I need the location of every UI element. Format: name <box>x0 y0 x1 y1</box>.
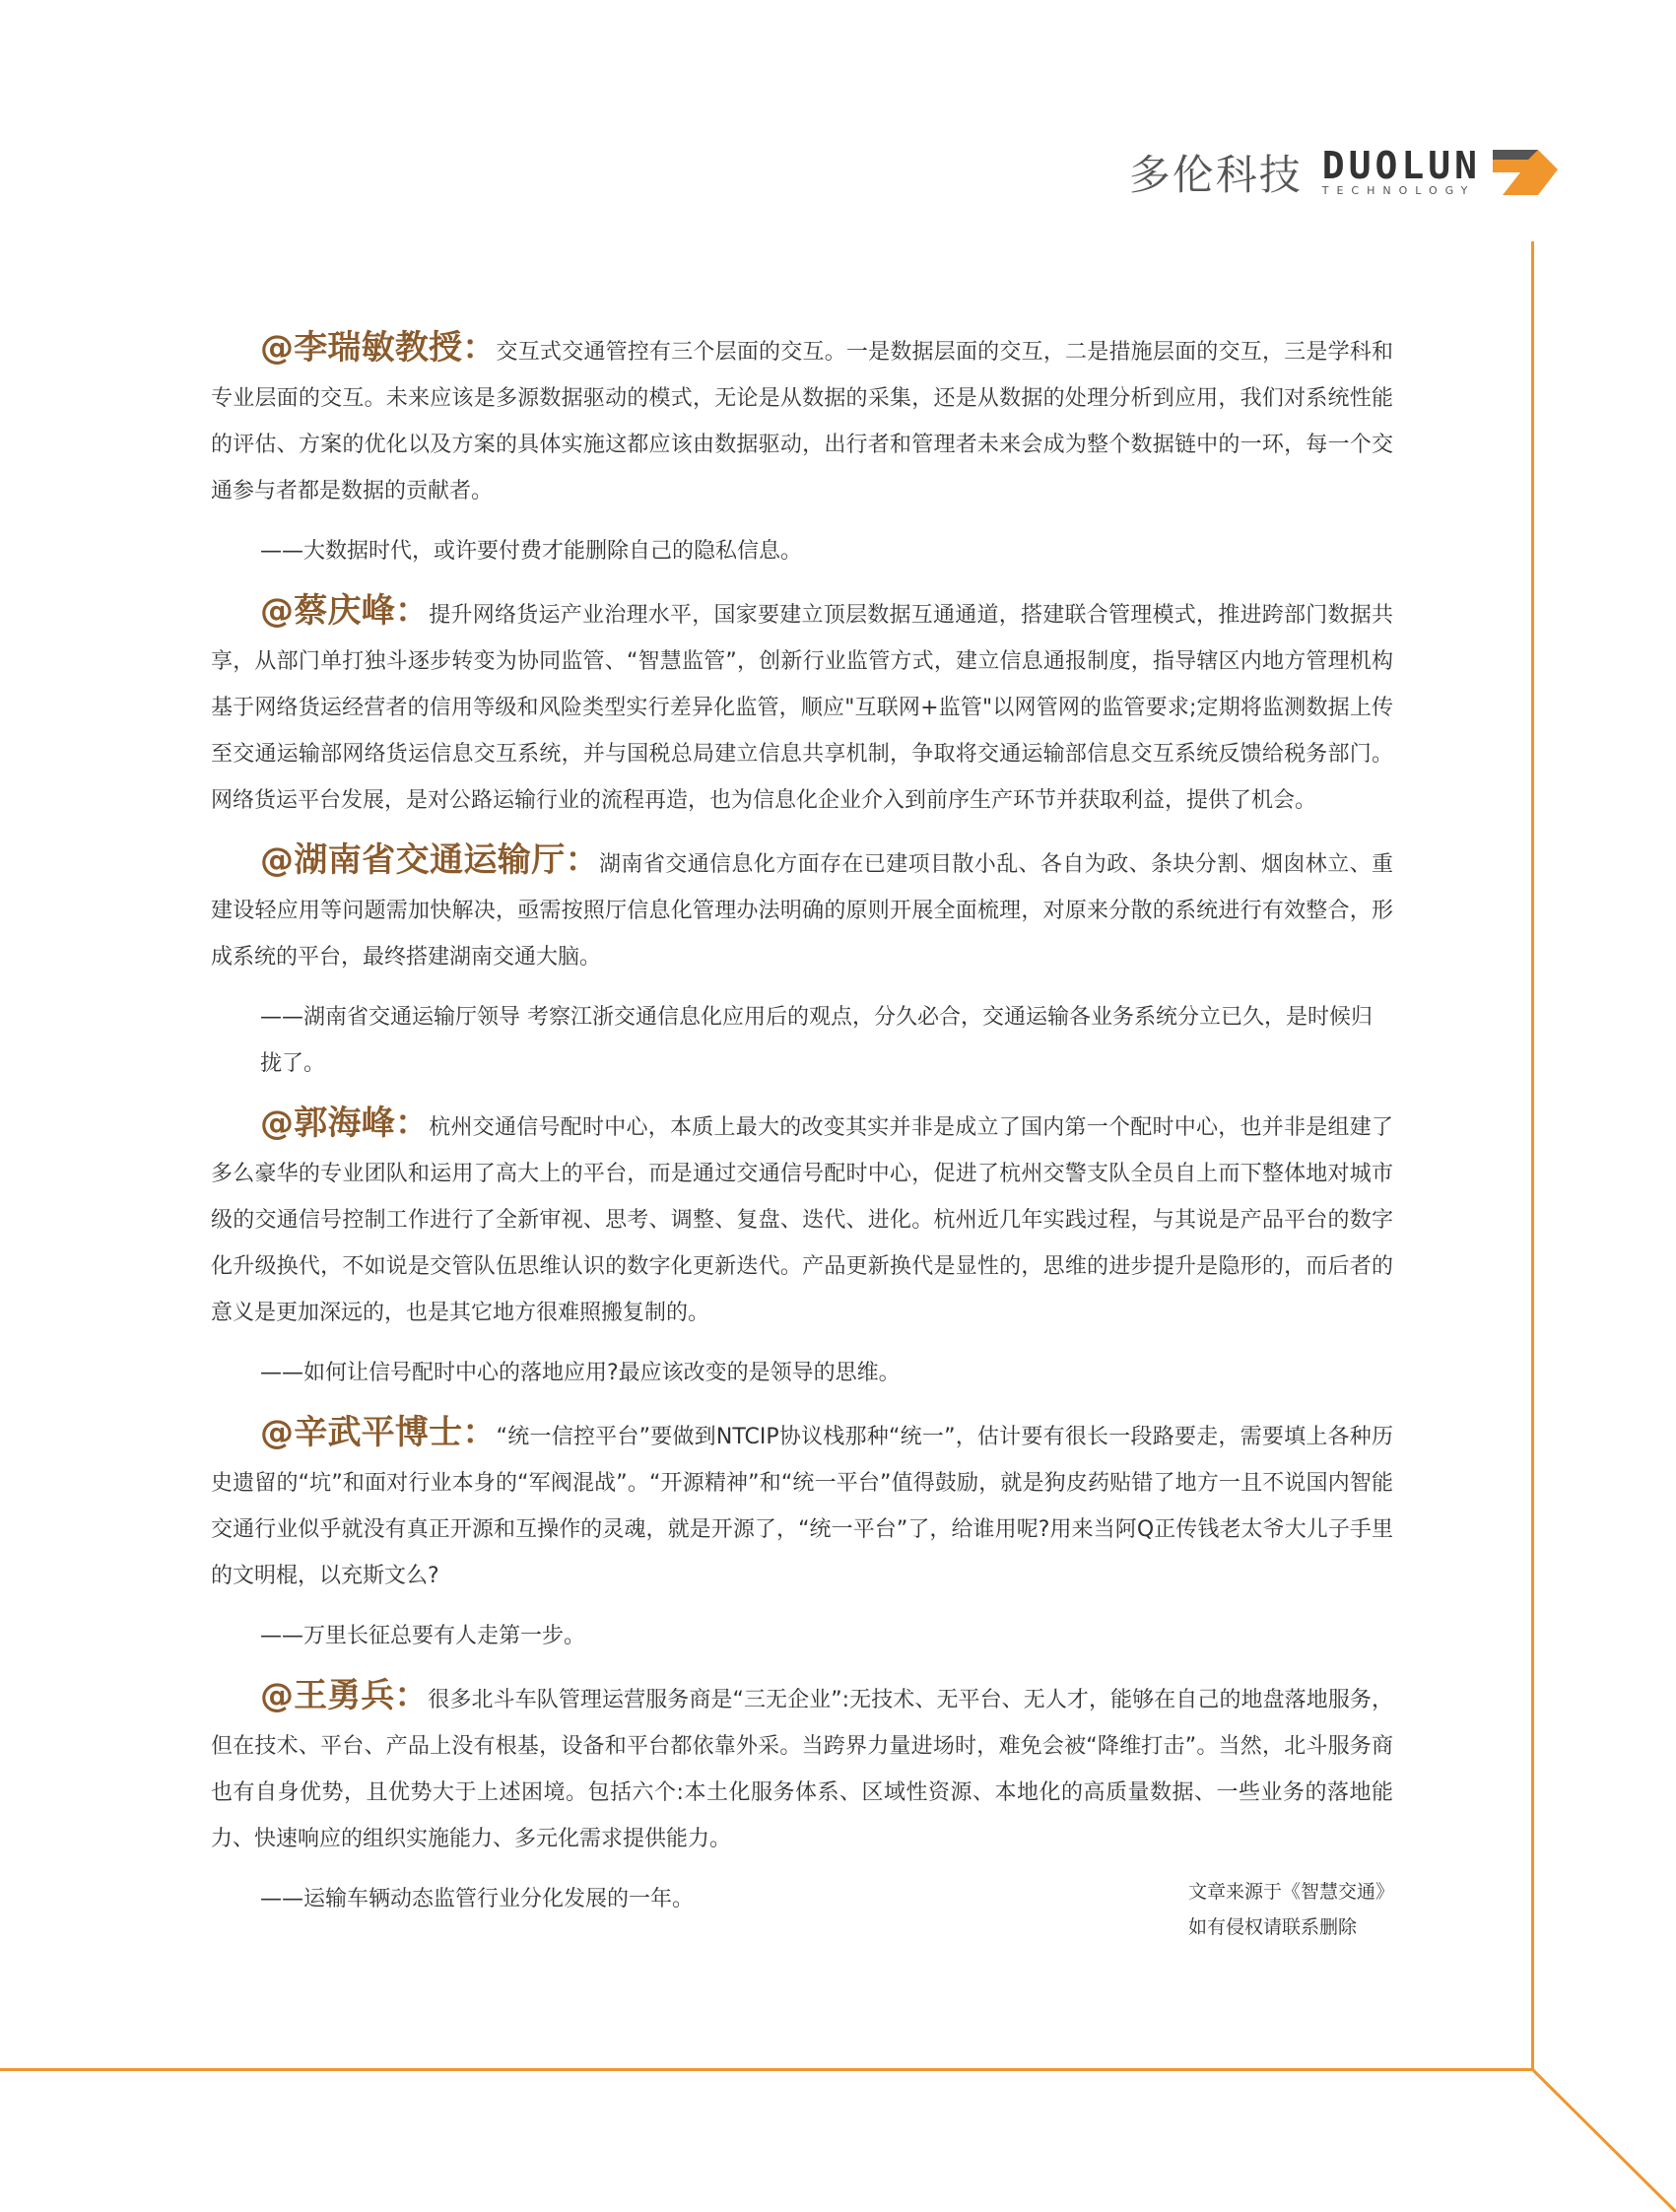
speaker-colon: ： <box>462 328 497 368</box>
logo-english-subtitle: TECHNOLOGY <box>1321 184 1476 197</box>
speaker-name: @李瑞敏教授 <box>260 328 463 368</box>
company-logo <box>1129 139 1560 206</box>
logo-arrow-icon <box>1491 148 1560 197</box>
speaker-colon: ： <box>394 1676 429 1715</box>
source-note <box>1188 1874 1394 1945</box>
entry-text: “统一信控平台”要做到NTCIP协议栈那种“统一”，估计要有很长一段路要走，需要填上各种历史遗留的“坑”和面对行业本身的“军阀混战”。“开源精神”和“统一平台”值得鼓励，就是狗皮药贴错了地方一且不说国内智能交通行业似乎就没有真正开源和互操作的灵魂，就是开源了，“统一平台”了，给谁用呢?用来当阿Q正传钱老太爷大儿子手里的文明棍，以充斯文么? <box>211 1425 1394 1588</box>
speaker-name: @郭海峰 <box>260 1104 395 1143</box>
frame-vertical-line <box>1531 241 1534 2069</box>
entry-caption: ——大数据时代，或许要付费才能删除自己的隐私信息。 <box>260 539 803 564</box>
entry-paragraph <box>211 1410 1393 1599</box>
frame-horizontal-line <box>0 2068 1534 2071</box>
speaker-name: @湖南省交通运输厅 <box>260 840 566 880</box>
speaker-colon: ： <box>395 1104 430 1143</box>
entry-paragraph <box>211 325 1393 514</box>
speaker-colon: ： <box>565 840 600 880</box>
entry-caption: ——运输车辆动态监管行业分化发展的一年。 <box>260 1887 695 1911</box>
copyright-line: 如有侵权请联系删除 <box>1188 1916 1358 1938</box>
source-line: 文章来源于《智慧交通》 <box>1188 1881 1395 1903</box>
speaker-name: @王勇兵 <box>260 1676 395 1715</box>
logo-english-block <box>1321 144 1481 198</box>
speaker-colon: ： <box>395 591 430 631</box>
entry-paragraph <box>211 1101 1393 1336</box>
entry-paragraph <box>211 838 1393 980</box>
entry-paragraph <box>211 1673 1393 1862</box>
logo-english-name: DUOLUN <box>1321 144 1481 187</box>
entry-caption: ——如何让信号配时中心的落地应用?最应该改变的是领导的思维。 <box>260 1361 901 1385</box>
speaker-colon: ： <box>462 1413 497 1452</box>
entry-text: 提升网络货运产业治理水平，国家要建立顶层数据互通通道，搭建联合管理模式，推进跨部门数据共享，从部门单打独斗逐步转变为协同监管、“智慧监管”，创新行业监管方式，建立信息通报制度，指导辖区内地方管理机构基于网络货运经营者的信用等级和风险类型实行差异化监管，顺应"互联网+监管"以网管网的监管要求;定期将监测数据上传至交通运输部网络货运信息交互系统，并与国税总局建立信息共享机制，争取将交通运输部信息交互系统反馈给税务部门。网络货运平台发展，是对公路运输行业的流程再造，也为信息化企业介入到前序生产环节并获取利益，提供了机会。 <box>211 603 1393 813</box>
entry-text: 杭州交通信号配时中心，本质上最大的改变其实并非是成立了国内第一个配时中心，也并非是组建了多么豪华的专业团队和运用了高大上的平台，而是通过交通信号配时中心，促进了杭州交警支队全员自上而下整体地对城市级的交通信号控制工作进行了全新审视、思考、调整、复盘、迭代、进化。杭州近几年实践过程，与其说是产品平台的数字化升级换代，不如说是交管队伍思维认识的数字化更新迭代。产品更新换代是显性的，思维的进步提升是隐形的，而后者的意义是更加深远的，也是其它地方很难照搬复制的。 <box>211 1115 1393 1325</box>
speaker-name: @蔡庆峰 <box>260 591 395 631</box>
entry-paragraph <box>211 588 1393 824</box>
entry-text: 交互式交通管控有三个层面的交互。一是数据层面的交互，二是措施层面的交互，三是学科和专业层面的交互。未来应该是多源数据驱动的模式，无论是从数据的采集，还是从数据的处理分析到应用，我们对系统性能的评估、方案的优化以及方案的具体实施这都应该由数据驱动，出行者和管理者未来会成为整个数据链中的一环，每一个交通参与者都是数据的贡献者。 <box>211 340 1394 503</box>
entry-caption: ——万里长征总要有人走第一步。 <box>260 1624 586 1648</box>
logo-chinese-name: 多伦科技 <box>1128 151 1303 199</box>
entry-text: 很多北斗车队管理运营服务商是“三无企业”:无技术、无平台、无人才，能够在自己的地盘落地服务，但在技术、平台、产品上没有根基，设备和平台都依靠外采。当跨界力量进场时，难免会被“降维打击”。当然，北斗服务商也有自身优势，且优势大于上述困境。包括六个:本土化服务体系、区域性资源、本地化的高质量数据、一些业务的落地能力、快速响应的组织实施能力、多元化需求提供能力。 <box>211 1688 1393 1851</box>
entry-text: 湖南省交通信息化方面存在已建项目散小乱、各自为政、条块分割、烟囱林立、重建设轻应用等问题需加快解决，亟需按照厅信息化管理办法明确的原则开展全面梳理，对原来分散的系统进行有效整合，形成系统的平台，最终搭建湖南交通大脑。 <box>211 852 1394 970</box>
speaker-name: @辛武平博士 <box>260 1413 463 1452</box>
article-body <box>211 325 1393 1936</box>
entry-caption: ——湖南省交通运输厅领导 考察江浙交通信息化应用后的观点，分久必合，交通运输各业务系统分立已久，是时候归拢了。 <box>260 1005 1373 1076</box>
